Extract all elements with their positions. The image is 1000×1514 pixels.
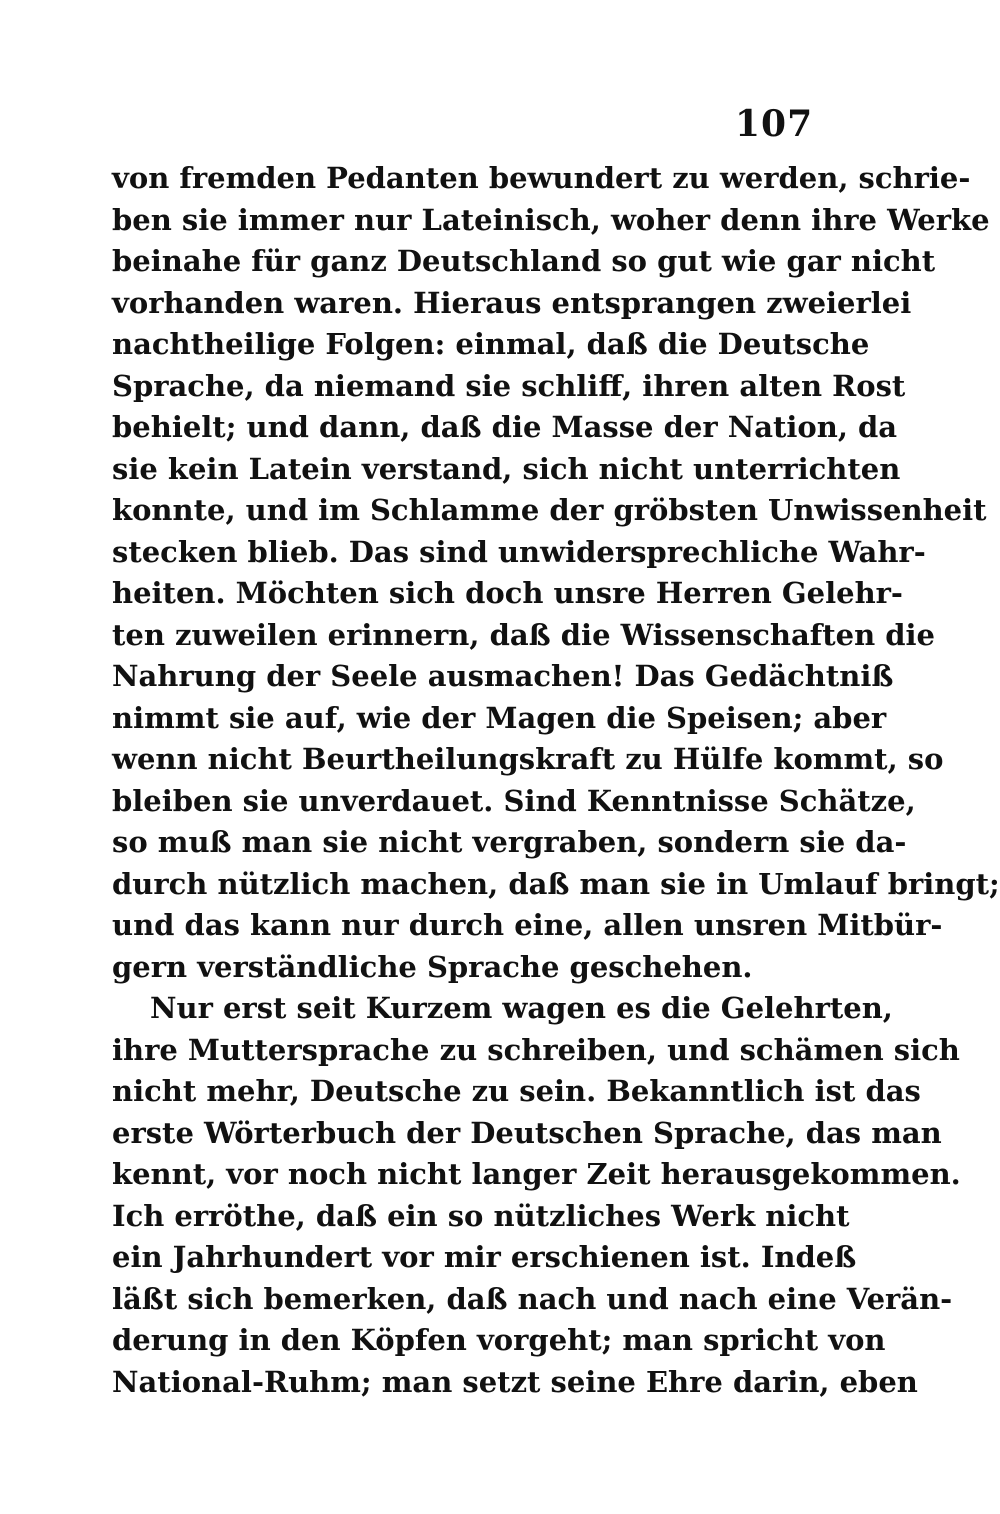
text-line: von fremden Pedanten bewundert zu werden, schrie-	[112, 161, 971, 195]
text-line: ein Jahrhundert vor mir erschienen ist. Indeß	[112, 1240, 857, 1274]
text-line: stecken blieb. Das sind unwidersprechliche Wahr-	[112, 534, 926, 569]
text-line: wenn nicht Beurtheilungskraft zu Hülfe kommt, so	[112, 742, 944, 776]
text-line: ihre Muttersprache zu schreiben, und schämen sich	[112, 1032, 960, 1067]
text-line: konnte, und im Schlamme der gröbsten Unwissenheit	[112, 493, 987, 527]
text-line: vorhanden waren. Hieraus entsprangen zweierlei	[112, 285, 912, 320]
text-line: ben sie immer nur Lateinisch, woher denn ihre Werke	[112, 202, 990, 237]
text-line: so muß man sie nicht vergraben, sondern sie da-	[112, 825, 907, 859]
text-line: Nur erst seit Kurzem wagen es die Gelehrten,	[150, 991, 893, 1025]
paragraph-1	[112, 158, 1000, 988]
text-line: heiten. Möchten sich doch unsre Herren Gelehr-	[112, 576, 903, 610]
text-line: ten zuweilen erinnern, daß die Wissenschaften die	[112, 617, 935, 652]
text-line: National-Ruhm; man setzt seine Ehre darin, eben	[112, 1364, 918, 1399]
text-line: nicht mehr, Deutsche zu sein. Bekanntlich ist das	[112, 1074, 921, 1108]
text-line: nachtheilige Folgen: einmal, daß die Deutsche	[112, 327, 870, 361]
text-line: Nahrung der Seele ausmachen! Das Gedächtniß	[112, 659, 894, 693]
text-line: bleiben sie unverdauet. Sind Kenntnisse Schätze,	[112, 783, 916, 818]
text-line: sie kein Latein verstand, sich nicht unterrichten	[112, 451, 901, 486]
text-line: gern verständliche Sprache geschehen.	[112, 949, 753, 984]
text-line: Ich erröthe, daß ein so nützliches Werk nicht	[112, 1198, 850, 1233]
text-line: behielt; und dann, daß die Masse der Nation, da	[112, 410, 898, 444]
text-line: beinahe für ganz Deutschland so gut wie gar nicht	[112, 244, 936, 278]
text-line: und das kann nur durch eine, allen unsren Mitbür-	[112, 908, 943, 942]
text-line: läßt sich bemerken, daß nach und nach eine Verän-	[112, 1281, 953, 1316]
body-text	[112, 158, 1000, 1403]
page-number: 107	[735, 103, 814, 145]
text-line: durch nützlich machen, daß man sie in Umlauf bringt;	[112, 866, 1000, 901]
text-line: erste Wörterbuch der Deutschen Sprache, das man	[112, 1115, 942, 1150]
text-line: nimmt sie auf, wie der Magen die Speisen; aber	[112, 700, 887, 735]
text-line: derung in den Köpfen vorgeht; man spricht von	[112, 1323, 886, 1357]
text-line: kennt, vor noch nicht langer Zeit herausgekommen.	[112, 1157, 961, 1191]
text-line: Sprache, da niemand sie schliff, ihren alten Rost	[112, 368, 906, 403]
paragraph-2	[112, 988, 961, 1403]
